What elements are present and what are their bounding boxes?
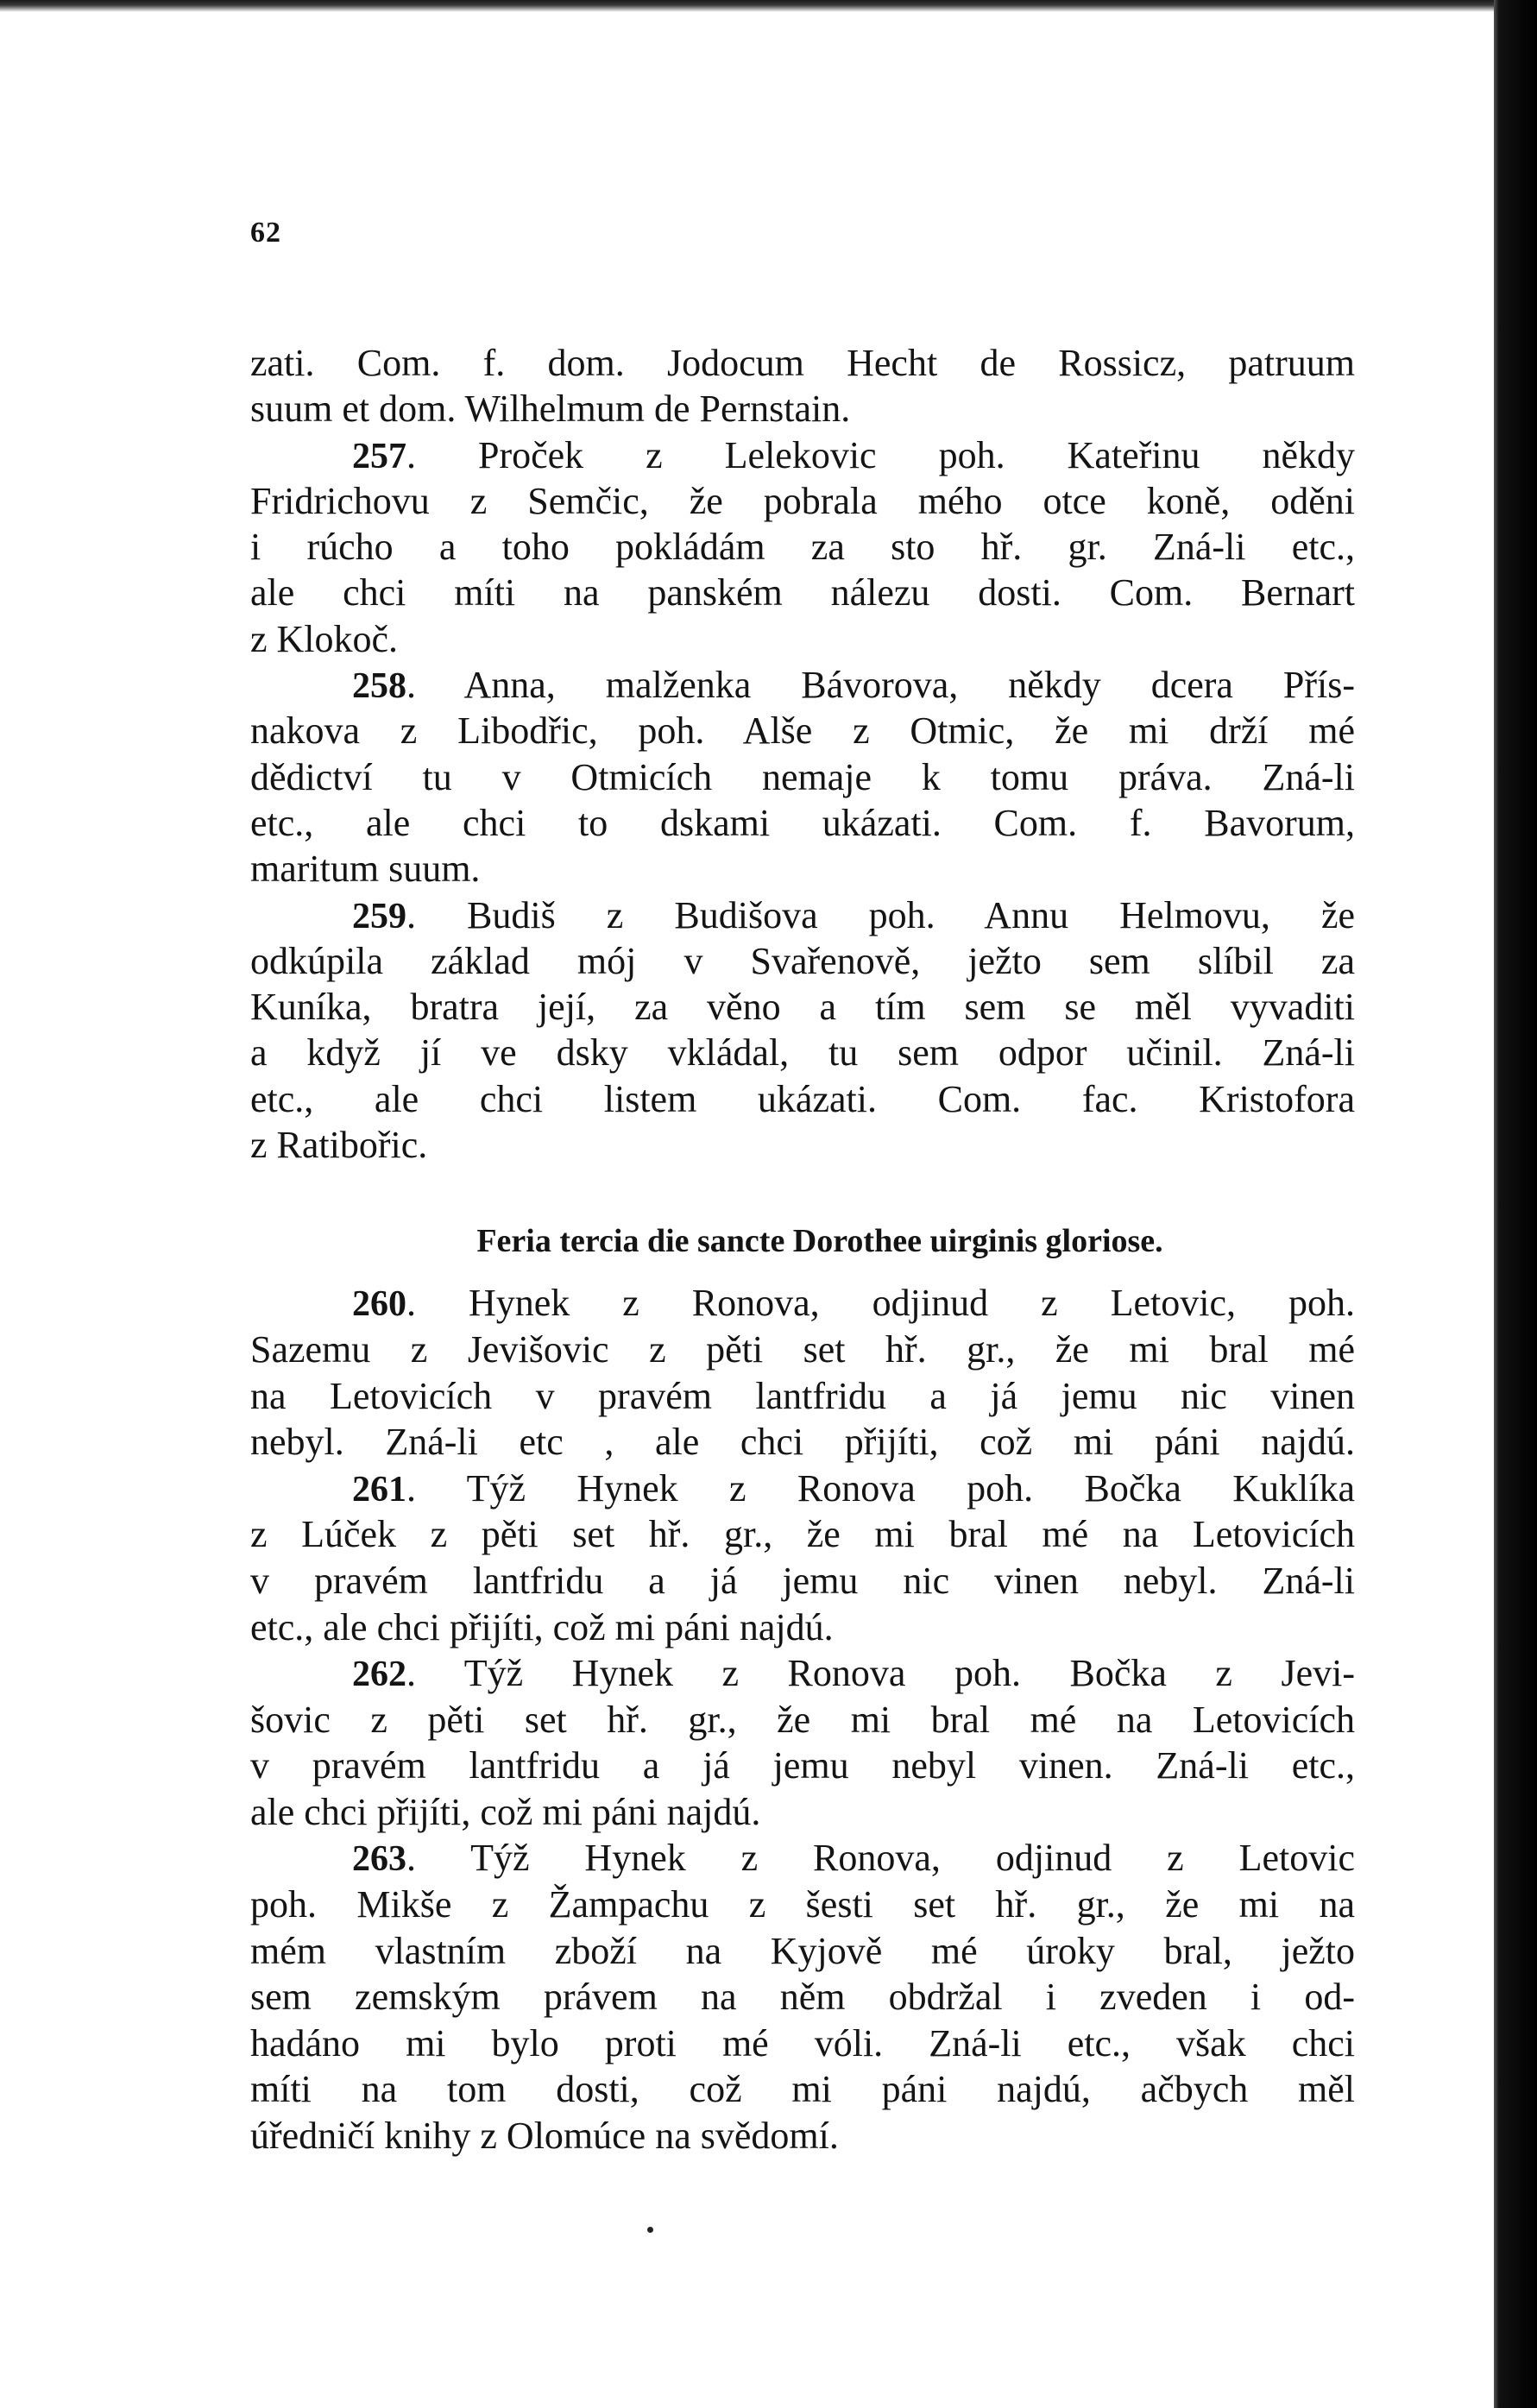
text-line: šovic z pěti set hř. gr., že mi bral mé na Letovicích bbox=[250, 1698, 1355, 1741]
entry-262-first-line bbox=[250, 1650, 1355, 1697]
text-line: v pravém lantfridu a já jemu nic vinen nebyl. Zná-li bbox=[250, 1559, 1355, 1602]
entry-text: . Budiš z Budišova poh. Annu Helmovu, že bbox=[406, 893, 1355, 936]
entry-number: 262 bbox=[352, 1655, 406, 1695]
section-heading: Feria tercia die sancte Dorothee uirginis gloriose. bbox=[476, 1223, 1163, 1260]
text-line: a když jí ve dsky vkládal, tu sem odpor učinil. Zná-li bbox=[250, 1031, 1355, 1075]
entry-261-first-line bbox=[250, 1466, 1355, 1512]
book-page bbox=[250, 216, 1355, 2159]
entry-260-first-line bbox=[250, 1280, 1355, 1327]
entry-number: 258 bbox=[352, 666, 406, 707]
text-line: Kuníka, bratra její, za věno a tím sem se měl vyvaditi bbox=[250, 986, 1355, 1029]
text-line: hadáno mi bylo proti mé vóli. Zná-li etc., však chci bbox=[250, 2021, 1355, 2064]
text-line: mém vlastním zboží na Kyjově mé úroky bral, ježto bbox=[250, 1929, 1355, 1972]
scan-right-edge bbox=[1494, 0, 1537, 2408]
entry-text: . Týž Hynek z Ronova, odjinud z Letovic bbox=[406, 1837, 1355, 1880]
text-line: z Ratibořic. bbox=[250, 1124, 428, 1167]
entry-257-first-line bbox=[250, 432, 1355, 478]
entry-number: 261 bbox=[352, 1469, 406, 1510]
entry-text: . Týž Hynek z Ronova poh. Bočka Kuklíka bbox=[406, 1466, 1355, 1510]
text-line: míti na tom dosti, což mi páni najdú, ačbych měl bbox=[250, 2068, 1355, 2111]
text-line: dědictví tu v Otmicích nemaje k tomu práva. Zná-li bbox=[250, 755, 1355, 798]
entry-259-first-line bbox=[250, 892, 1355, 938]
text-block-1 bbox=[250, 340, 1355, 1168]
entry-number: 263 bbox=[352, 1839, 406, 1880]
entry-text: . Hynek z Ronova, odjinud z Letovic, poh. bbox=[406, 1282, 1355, 1325]
text-line: z Lúček z pěti set hř. gr., že mi bral mé na Letovicích bbox=[250, 1513, 1355, 1556]
text-line: ale chci přijíti, což mi páni najdú. bbox=[250, 1790, 761, 1833]
text-line: sem zemským právem na něm obdržal i zveden i od- bbox=[250, 1976, 1355, 2019]
text-line: v pravém lantfridu a já jemu nebyl vinen. Zná-li etc., bbox=[250, 1744, 1355, 1787]
scan-top-edge bbox=[0, 0, 1497, 12]
text-line: Fridrichovu z Semčic, že pobrala mého otce koně, oděni bbox=[250, 479, 1355, 522]
entry-263-first-line bbox=[250, 1835, 1355, 1882]
text-line: etc., ale chci přijíti, což mi páni najdú. bbox=[250, 1605, 834, 1648]
entry-text: . Týž Hynek z Ronova poh. Bočka z Jevi- bbox=[406, 1652, 1355, 1695]
text-line: z Klokoč. bbox=[250, 617, 399, 660]
text-line: nebyl. Zná-li etc , ale chci přijíti, což mi páni najdú. bbox=[250, 1421, 1355, 1464]
text-line: ale chci míti na panském nálezu dosti. Com. Bernart bbox=[250, 571, 1355, 615]
text-line: Sazemu z Jevišovic z pěti set hř. gr., že mi bral mé bbox=[250, 1327, 1355, 1371]
text-line: odkúpila základ mój v Svařenově, ježto sem slíbil za bbox=[250, 939, 1355, 982]
text-line: etc., ale chci to dskami ukázati. Com. f. Bavorum, bbox=[250, 801, 1355, 844]
entry-text: . Proček z Lelekovic poh. Kateřinu někdy bbox=[406, 433, 1355, 476]
entry-text: . Anna, malženka Bávorova, někdy dcera Přís- bbox=[406, 664, 1355, 707]
text-block-2 bbox=[250, 1280, 1355, 2159]
entry-number: 260 bbox=[352, 1284, 406, 1325]
text-line: i rúcho a toho pokládám za sto hř. gr. Zná-li etc., bbox=[250, 526, 1355, 569]
text-line: poh. Mikše z Žampachu z šesti set hř. gr., že mi na bbox=[250, 1883, 1355, 1926]
entry-number: 259 bbox=[352, 896, 406, 936]
entry-258-first-line bbox=[250, 662, 1355, 708]
text-line: suum et dom. Wilhelmum de Pernstain. bbox=[250, 388, 851, 431]
text-line: maritum suum. bbox=[250, 848, 481, 891]
text-line: etc., ale chci listem ukázati. Com. fac. Kristofora bbox=[250, 1077, 1355, 1120]
entry-number: 257 bbox=[352, 436, 406, 476]
text-line: zati. Com. f. dom. Jodocum Hecht de Rossicz, patruum bbox=[250, 342, 1355, 384]
page-number: 62 bbox=[250, 217, 281, 249]
text-line: na Letovicích v pravém lantfridu a já jemu nic vinen bbox=[250, 1374, 1355, 1417]
ink-speck bbox=[647, 2227, 653, 2233]
text-line: nakova z Libodřic, poh. Alše z Otmic, že mi drží mé bbox=[250, 709, 1355, 753]
text-line: úředničí knihy z Olomúce na svědomí. bbox=[250, 2115, 839, 2158]
